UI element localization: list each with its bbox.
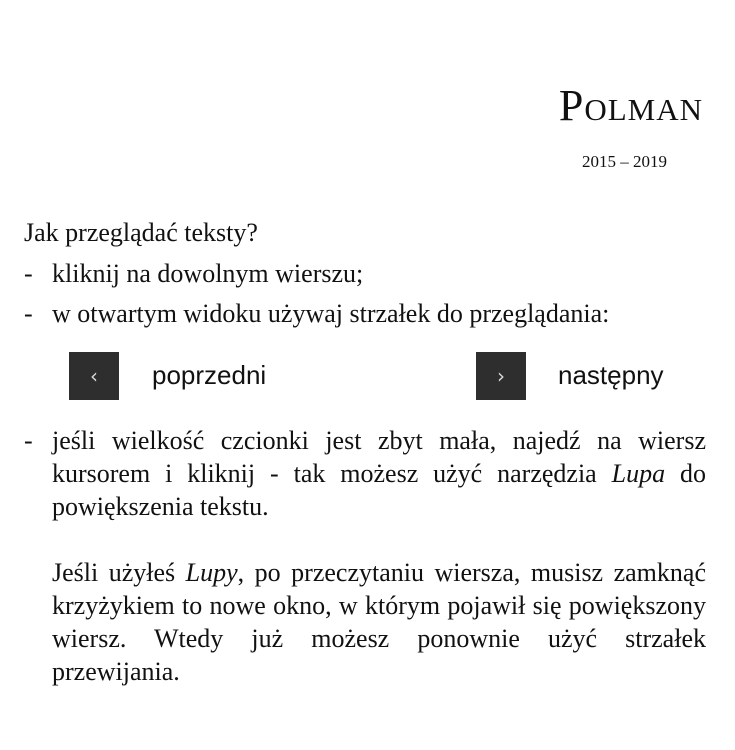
years-range: 2015 – 2019 bbox=[582, 152, 667, 171]
chevron-left-icon: ‹ bbox=[90, 364, 98, 388]
tool-name-lupy: Lupy bbox=[185, 558, 238, 587]
instructions-intro: Jak przeglądać teksty? bbox=[24, 218, 258, 247]
previous-button[interactable] bbox=[69, 352, 119, 400]
tool-name-lupa: Lupa bbox=[611, 459, 666, 488]
bullet-marker: - bbox=[24, 426, 33, 455]
magnifier-close-paragraph: Jeśli użyłeś Lupy, po przeczytaniu wiersza, musisz zamknąć krzyżykiem to nowe okno, w którym pojawił się powiększony wiersz. Wtedy już możesz ponownie użyć strzałek przewijania. bbox=[52, 558, 706, 686]
bullet-click-line bbox=[24, 258, 363, 289]
next-label: następny bbox=[558, 360, 664, 390]
bullet-marker: - bbox=[24, 299, 33, 328]
bullet-text: kliknij na dowolnym wierszu; bbox=[52, 259, 364, 288]
navigation-legend bbox=[0, 352, 735, 400]
chevron-right-icon: › bbox=[497, 364, 505, 388]
next-button[interactable] bbox=[476, 352, 526, 400]
bullet-magnifier bbox=[24, 424, 706, 523]
bullet-text: w otwartym widoku używaj strzałek do przeglądania: bbox=[52, 299, 610, 328]
page-title: Polman bbox=[558, 81, 703, 130]
bullet-use-arrows bbox=[24, 298, 609, 329]
bullet-marker: - bbox=[24, 259, 33, 288]
previous-label: poprzedni bbox=[152, 360, 267, 390]
bullet-text: jeśli wielkość czcionki jest zbyt mała, najedź na wiersz kursorem i kliknij - tak możesz użyć narzędzia Lupa do powiększenia tekstu. bbox=[52, 426, 706, 521]
